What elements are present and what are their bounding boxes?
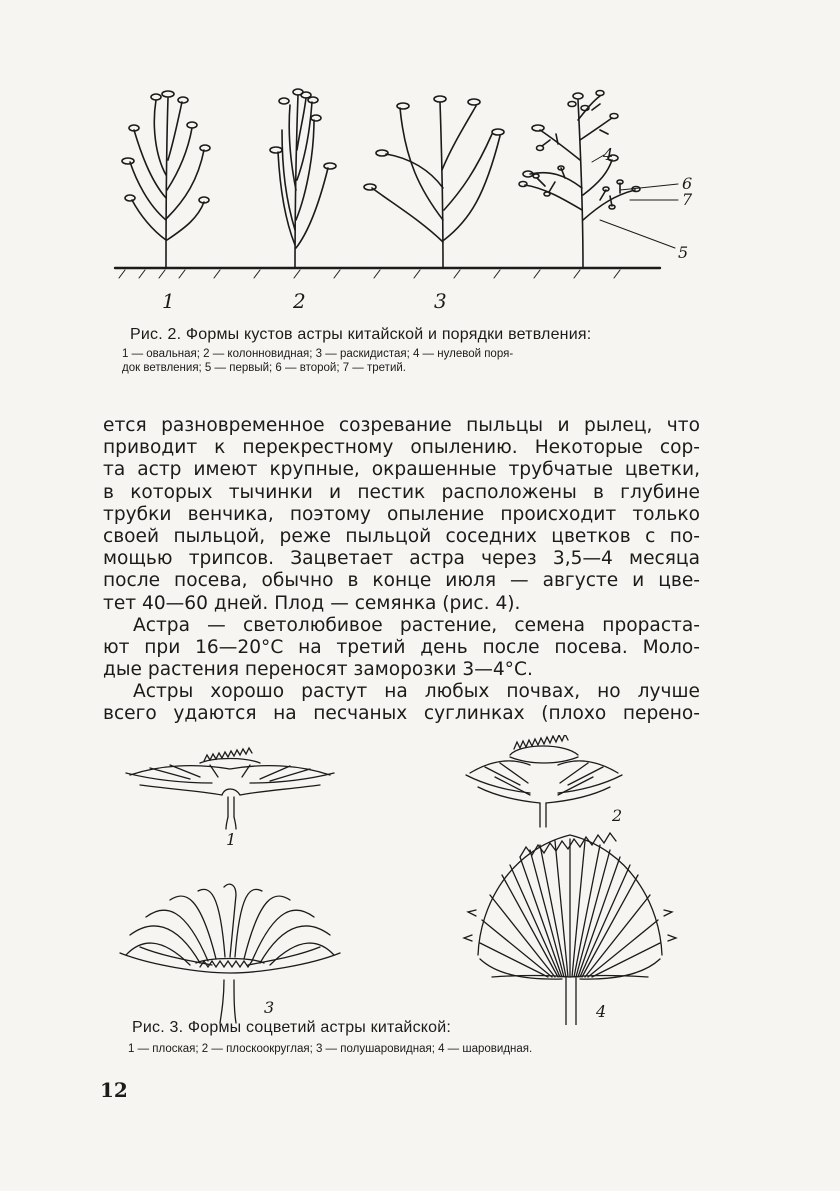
figure-2-legend (122, 347, 742, 375)
figure-2-shrub-forms (100, 70, 720, 320)
text-line: своей пыльцой, реже пыльцой соседних цветков с по- (103, 525, 700, 547)
text-line: приводит к перекрестному опылению. Некоторые сор- (103, 437, 700, 459)
fig2-label-1: 1 (162, 289, 175, 313)
figure-2-legend-line: док ветвления; 5 — первый; 6 — второй; 7 — третий. (122, 362, 406, 374)
fig2-label-2: 2 (293, 289, 306, 313)
body-text (103, 415, 700, 726)
page-number: 12 (100, 1078, 128, 1102)
figure-3-inflorescence-forms (100, 735, 720, 1025)
text-line: тет 40—60 дней. Плод — семянка (рис. 4). (103, 592, 521, 614)
text-line: мощью трипсов. Зацветает астра через 3,5—4 месяца (103, 548, 700, 570)
text-line: всего удаются на песчаных суглинках (плохо перено- (103, 703, 700, 725)
flower-flat (126, 748, 334, 829)
text-line: в которых тычинки и пестик расположены в глубине (103, 481, 700, 503)
flower-spherical (464, 833, 676, 1025)
fig2-label-3: 3 (434, 289, 447, 313)
text-line: после посева, обычно в конце июля — августе и цве- (103, 570, 700, 592)
fig2-callout-7: 7 (682, 190, 693, 209)
text-line: та астр имеют крупные, окрашенные трубчатые цветки, (103, 459, 700, 481)
figure-2-legend-line: 1 — овальная; 2 — колонновидная; 3 — раскидистая; 4 — нулевой поря- (122, 348, 514, 360)
fig2-callout-6: 6 (682, 174, 693, 193)
flower-flat-rounded (466, 735, 622, 827)
text-line: ют при 16—20°C на третий день после посева. Моло- (103, 636, 700, 658)
text-line: Астры хорошо растут на любых почвах, но лучше (133, 681, 700, 703)
figure-3-legend: 1 — плоская; 2 — плоскоокруглая; 3 — полушаровидная; 4 — шаровидная. (128, 1043, 533, 1055)
fig3-label-2: 2 (612, 806, 623, 825)
text-line: ется разновременное созревание пыльцы и рылец, что (103, 415, 700, 436)
fig3-label-1: 1 (226, 830, 237, 849)
text-line: трубки венчика, поэтому опыление происходит только (103, 503, 700, 525)
figure-2-caption: Рис. 2. Формы кустов астры китайской и порядки ветвления: (130, 326, 592, 343)
fig3-label-4: 4 (596, 1002, 607, 1021)
figure-3-caption: Рис. 3. Формы соцветий астры китайской: (132, 1019, 452, 1036)
text-line: дые растения переносят заморозки 3—4°C. (103, 659, 533, 681)
fig2-callout-5: 5 (678, 243, 689, 262)
text-line: Астра — светолюбивое растение, семена прораста- (133, 614, 700, 636)
fig3-label-3: 3 (264, 998, 275, 1017)
flower-hemispherical (120, 884, 340, 1023)
fig2-callout-4: 4 (603, 145, 614, 164)
